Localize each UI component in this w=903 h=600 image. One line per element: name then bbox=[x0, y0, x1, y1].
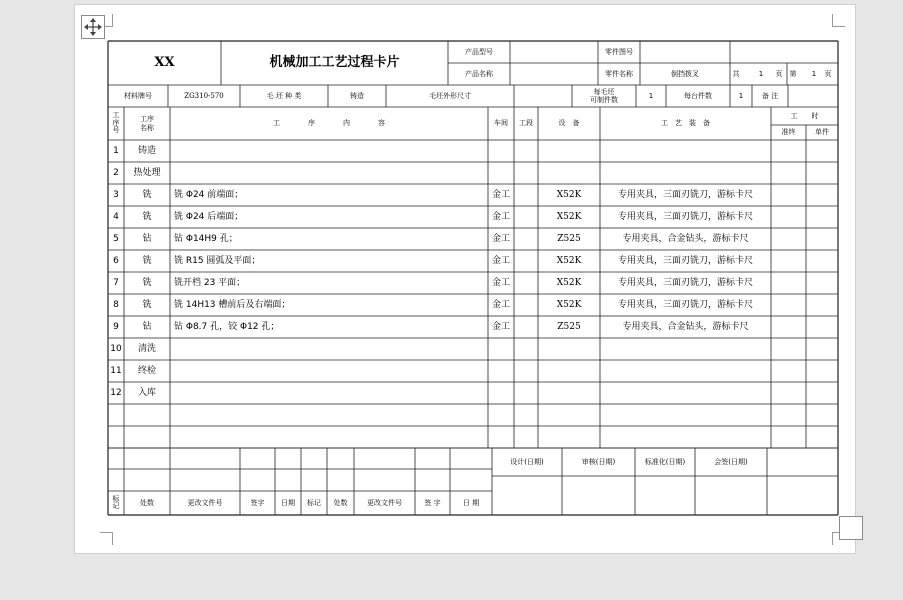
page-unit-2: 页 bbox=[824, 69, 832, 78]
row-tooling[interactable]: 专用夹具，三面刃铣刀，游标卡尺 bbox=[617, 255, 753, 266]
page-unit-1: 页 bbox=[775, 69, 783, 78]
blank-type-value[interactable]: 铸造 bbox=[350, 91, 364, 100]
row-content[interactable] bbox=[170, 382, 488, 404]
row-workshop[interactable] bbox=[488, 360, 514, 382]
row-op-name[interactable]: 清洗 bbox=[137, 343, 156, 354]
product-model-value[interactable] bbox=[510, 41, 598, 63]
row-op-name[interactable]: 铣 bbox=[142, 299, 152, 310]
row-op-no[interactable]: 10 bbox=[110, 343, 122, 354]
row-op-name[interactable]: 铣 bbox=[142, 211, 152, 222]
row-op-name[interactable]: 铸造 bbox=[137, 145, 156, 156]
row-workshop[interactable] bbox=[488, 338, 514, 360]
row-tooling[interactable]: 专用夹具，三面刃铣刀，游标卡尺 bbox=[617, 277, 753, 288]
row-workshop[interactable]: 金工 bbox=[491, 233, 510, 244]
row-op-no[interactable]: 11 bbox=[110, 365, 122, 376]
row-tooling[interactable] bbox=[600, 140, 771, 162]
row-equipment[interactable]: Z525 bbox=[557, 233, 581, 244]
row-op-name[interactable]: 铣 bbox=[142, 255, 152, 266]
row-op-no[interactable]: 5 bbox=[113, 233, 119, 244]
footer-mark: 标 记 bbox=[112, 494, 120, 510]
per-unit-value[interactable]: 1 bbox=[738, 91, 744, 100]
row-tooling[interactable]: 专用夹具，三面刃铣刀，游标卡尺 bbox=[617, 211, 753, 222]
row-equipment[interactable]: X52K bbox=[556, 189, 582, 200]
row-content[interactable] bbox=[170, 162, 488, 184]
row-content[interactable]: 铣开档 23 平面； bbox=[174, 277, 246, 288]
row-equipment[interactable]: X52K bbox=[556, 211, 582, 222]
row-equipment[interactable]: X52K bbox=[556, 277, 582, 288]
footer-count: 处数 bbox=[140, 498, 154, 507]
row-workshop[interactable]: 金工 bbox=[491, 189, 510, 200]
move-handle-icon bbox=[83, 17, 103, 37]
footer-date-2: 日 期 bbox=[462, 498, 480, 507]
footer-sign: 签字 bbox=[250, 498, 265, 507]
row-workshop[interactable] bbox=[488, 140, 514, 162]
col-op-name: 工序 名称 bbox=[140, 115, 154, 132]
row-tooling[interactable]: 专用夹具，合金钻头，游标卡尺 bbox=[622, 233, 749, 244]
parts-per-blank-value[interactable]: 1 bbox=[648, 91, 654, 100]
row-op-name[interactable]: 热处理 bbox=[133, 167, 161, 178]
row-tooling[interactable]: 专用夹具，合金钻头，游标卡尺 bbox=[622, 321, 749, 332]
remarks-value[interactable] bbox=[788, 85, 838, 107]
blank-type-label: 毛 坯 种 类 bbox=[266, 91, 302, 100]
product-model-label: 产品型号 bbox=[465, 47, 493, 56]
footer-review: 审核(日期) bbox=[581, 457, 616, 466]
total-pages[interactable]: 1 bbox=[758, 69, 764, 78]
row-content[interactable]: 钻 Φ14H9 孔； bbox=[174, 233, 238, 244]
col-prep-hours: 准终 bbox=[781, 128, 796, 137]
row-equipment[interactable] bbox=[538, 162, 600, 184]
col-section: 工段 bbox=[519, 119, 533, 128]
row-content[interactable]: 铣 14H13 槽前后及右端面； bbox=[174, 299, 291, 310]
material-value[interactable]: ZG310-570 bbox=[184, 91, 224, 100]
row-op-no[interactable]: 3 bbox=[113, 189, 119, 200]
row-tooling[interactable]: 专用夹具，三面刃铣刀，游标卡尺 bbox=[617, 299, 753, 310]
row-equipment[interactable]: X52K bbox=[556, 255, 582, 266]
col-tooling: 工 艺 装 备 bbox=[661, 119, 710, 128]
row-equipment[interactable] bbox=[538, 140, 600, 162]
footer-date: 日期 bbox=[281, 498, 295, 507]
table-resize-handle[interactable] bbox=[839, 516, 863, 540]
material-label: 材料牌号 bbox=[124, 91, 152, 100]
row-workshop[interactable]: 金工 bbox=[491, 255, 510, 266]
row-equipment[interactable]: Z525 bbox=[557, 321, 581, 332]
row-content[interactable]: 铣 Φ24 前端面； bbox=[174, 189, 244, 200]
table-move-handle[interactable] bbox=[81, 15, 105, 39]
row-op-no[interactable]: 1 bbox=[113, 145, 119, 156]
row-workshop[interactable] bbox=[488, 162, 514, 184]
row-workshop[interactable]: 金工 bbox=[491, 299, 510, 310]
row-op-no[interactable]: 9 bbox=[113, 321, 119, 332]
footer-countersign: 会签(日期) bbox=[714, 457, 748, 466]
col-equipment: 设 备 bbox=[558, 119, 580, 128]
footer-count-2: 处数 bbox=[333, 498, 348, 507]
row-op-name[interactable]: 铣 bbox=[142, 189, 152, 200]
per-unit-label: 每台件数 bbox=[684, 91, 712, 100]
row-tooling[interactable] bbox=[600, 338, 771, 360]
company-name: XX bbox=[154, 55, 175, 71]
blank-size-value[interactable] bbox=[514, 85, 572, 107]
row-op-name[interactable]: 终检 bbox=[137, 365, 156, 376]
row-workshop[interactable]: 金工 bbox=[491, 211, 510, 222]
row-content[interactable] bbox=[170, 338, 488, 360]
part-drawing-value[interactable] bbox=[640, 41, 730, 63]
row-content[interactable]: 铣 R15 圆弧及平面； bbox=[174, 255, 261, 266]
row-content[interactable] bbox=[170, 360, 488, 382]
footer-change-doc: 更改文件号 bbox=[187, 498, 223, 507]
row-equipment[interactable] bbox=[538, 360, 600, 382]
row-equipment[interactable] bbox=[538, 382, 600, 404]
footer-mark-2: 标记 bbox=[307, 498, 321, 507]
row-workshop[interactable]: 金工 bbox=[491, 321, 510, 332]
blank-size-label: 毛坯外形尺寸 bbox=[429, 91, 471, 100]
row-tooling[interactable]: 专用夹具，三面刃铣刀，游标卡尺 bbox=[617, 189, 753, 200]
row-content[interactable]: 钻 Φ8.7 孔，铰 Φ12 孔； bbox=[174, 321, 280, 332]
parts-per-blank-label: 每毛坯 可制件数 bbox=[590, 87, 618, 104]
row-op-no[interactable]: 2 bbox=[113, 167, 119, 178]
row-tooling[interactable] bbox=[600, 382, 771, 404]
card-title: 机械加工工艺过程卡片 bbox=[269, 55, 400, 71]
row-op-name[interactable]: 钻 bbox=[142, 321, 152, 332]
col-hours: 工 时 bbox=[790, 111, 819, 120]
row-op-no[interactable]: 7 bbox=[113, 277, 119, 288]
crop-mark-bottom-left bbox=[100, 532, 113, 545]
row-content[interactable] bbox=[170, 140, 488, 162]
row-workshop[interactable]: 金工 bbox=[491, 277, 510, 288]
row-content[interactable]: 铣 Φ24 后端面； bbox=[174, 211, 244, 222]
footer-sign-2: 签 字 bbox=[424, 498, 441, 507]
footer-design: 设计(日期) bbox=[510, 457, 544, 466]
col-content: 工 序 内 容 bbox=[273, 119, 385, 128]
row-tooling[interactable] bbox=[600, 360, 771, 382]
row-op-no[interactable]: 4 bbox=[113, 211, 119, 222]
remarks-label: 备 注 bbox=[761, 91, 779, 100]
col-unit-hours: 单件 bbox=[815, 128, 829, 137]
row-op-name[interactable]: 钻 bbox=[142, 233, 152, 244]
part-name-label: 零件名称 bbox=[605, 69, 633, 78]
row-op-name[interactable]: 入库 bbox=[137, 387, 156, 398]
page-number[interactable]: 1 bbox=[811, 69, 817, 78]
total-label: 共 bbox=[732, 69, 740, 78]
row-op-no[interactable]: 6 bbox=[113, 255, 119, 266]
row-workshop[interactable] bbox=[488, 382, 514, 404]
page-label: 第 bbox=[789, 69, 797, 78]
row-op-no[interactable]: 12 bbox=[110, 387, 122, 398]
row-equipment[interactable]: X52K bbox=[556, 299, 582, 310]
col-workshop: 车间 bbox=[494, 119, 508, 128]
row-op-name[interactable]: 铣 bbox=[142, 277, 152, 288]
part-drawing-label: 零件图号 bbox=[605, 47, 633, 56]
row-op-no[interactable]: 8 bbox=[113, 299, 119, 310]
footer-standardize: 标准化(日期) bbox=[644, 457, 686, 466]
crop-mark-top-right bbox=[832, 14, 845, 27]
part-name-value[interactable]: 倒挡拨叉 bbox=[671, 69, 699, 78]
col-op-no: 工 序 号 bbox=[112, 111, 120, 135]
product-name-value[interactable] bbox=[510, 63, 598, 85]
footer-change-doc-2: 更改文件号 bbox=[367, 498, 402, 507]
row-tooling[interactable] bbox=[600, 162, 771, 184]
product-name-label: 产品名称 bbox=[465, 69, 493, 78]
row-equipment[interactable] bbox=[538, 338, 600, 360]
process-card-table bbox=[108, 41, 838, 515]
